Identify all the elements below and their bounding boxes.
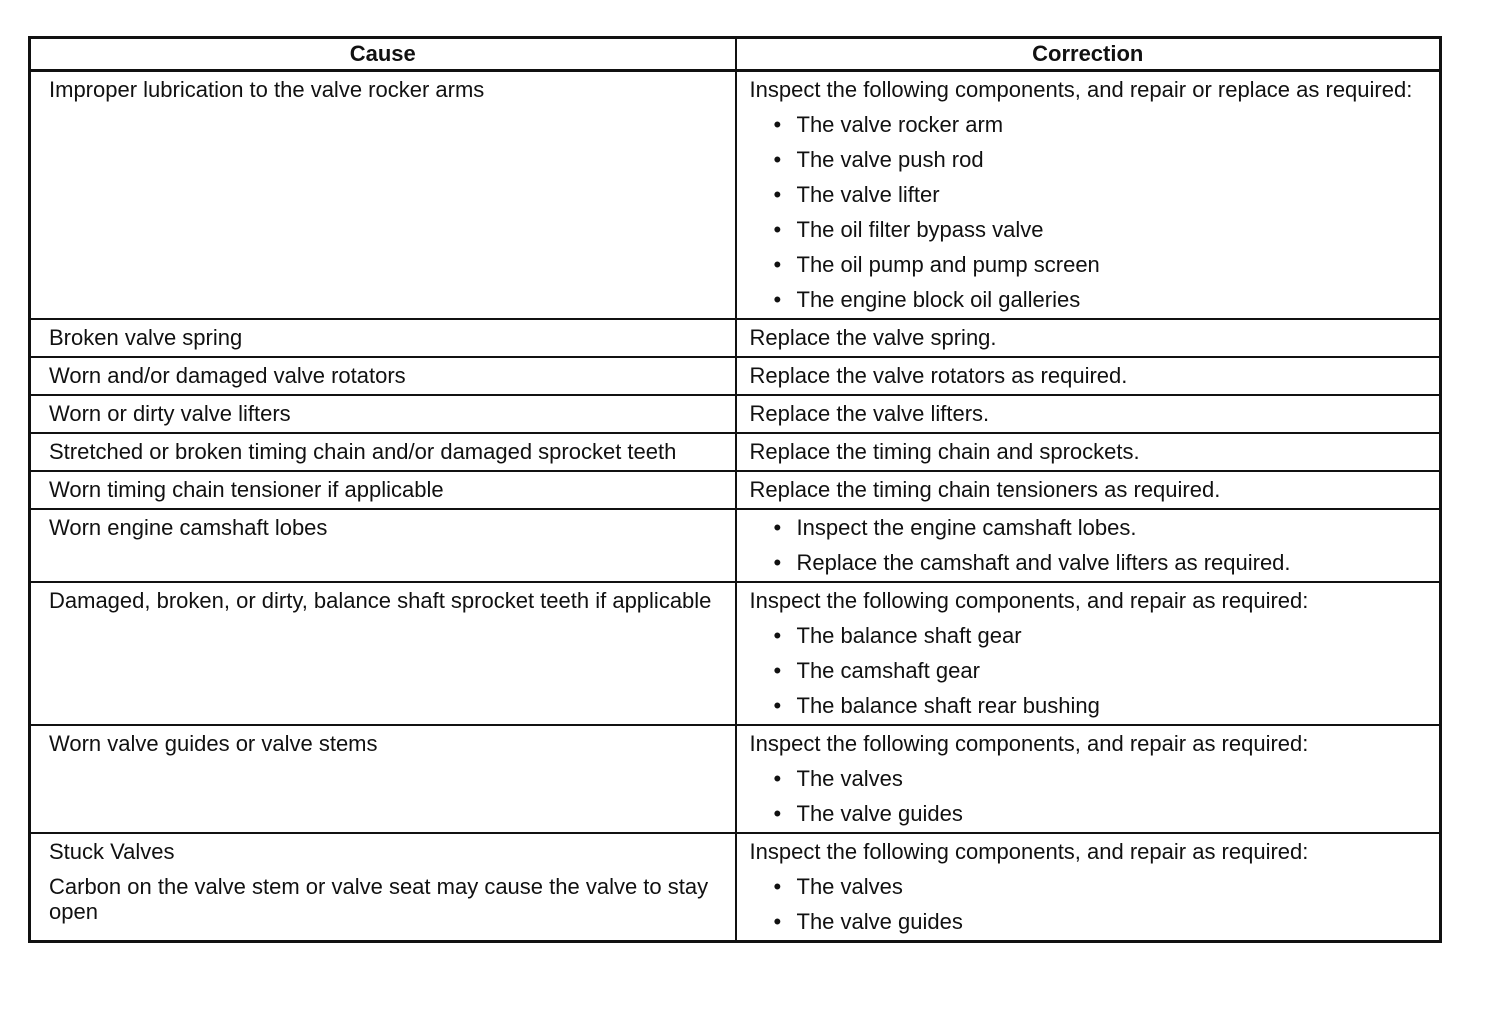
bullet-text: Replace the camshaft and valve lifters as required. [796, 550, 1291, 575]
correction-cell [736, 71, 1441, 320]
cause-cell [30, 725, 736, 833]
cause-text: Worn timing chain tensioner if applicable [49, 477, 444, 502]
correction-text: Inspect the following components, and repair as required: [749, 731, 1309, 756]
correction-bullet-list [750, 112, 1426, 312]
correction-bullet-item [750, 182, 1426, 207]
correction-column-header: Correction [736, 38, 1441, 71]
correction-bullet-item [750, 693, 1426, 718]
header-row [30, 38, 1441, 71]
bullet-text: The balance shaft rear bushing [796, 693, 1100, 718]
cause-cell [30, 395, 736, 433]
bullet-text: The valve guides [796, 909, 963, 934]
bullet-icon: • [773, 801, 782, 826]
bullet-icon: • [773, 693, 782, 718]
table-row [30, 319, 1441, 357]
table-row [30, 71, 1441, 320]
table-row [30, 395, 1441, 433]
correction-text: Replace the valve spring. [749, 325, 997, 350]
correction-cell [736, 357, 1441, 395]
bullet-text: The valve lifter [796, 182, 940, 207]
correction-bullet-item [750, 623, 1426, 648]
cause-text: Worn engine camshaft lobes [49, 515, 328, 540]
bullet-text: The valve rocker arm [796, 112, 1004, 137]
table-row [30, 357, 1441, 395]
table-row [30, 433, 1441, 471]
cause-cell [30, 509, 736, 582]
bullet-text: The camshaft gear [796, 658, 980, 683]
bullet-icon: • [773, 287, 782, 312]
bullet-icon: • [773, 112, 782, 137]
bullet-text: The valves [796, 874, 903, 899]
table-body [30, 71, 1441, 942]
correction-cell [736, 471, 1441, 509]
correction-text: Inspect the following components, and repair or replace as required: [749, 77, 1413, 102]
correction-text: Replace the valve lifters. [749, 401, 990, 426]
correction-text: Replace the timing chain tensioners as required. [749, 477, 1221, 502]
cause-cell [30, 71, 736, 320]
bullet-icon: • [773, 550, 782, 575]
correction-bullet-item [750, 147, 1426, 172]
bullet-icon: • [773, 252, 782, 277]
table-row [30, 833, 1441, 942]
bullet-text: The oil filter bypass valve [796, 217, 1044, 242]
bullet-icon: • [773, 515, 782, 540]
cause-text: Carbon on the valve stem or valve seat may cause the valve to stay open [49, 874, 709, 924]
table-row [30, 471, 1441, 509]
correction-cell [736, 509, 1441, 582]
cause-column-header: Cause [30, 38, 736, 71]
bullet-icon: • [773, 874, 782, 899]
correction-bullet-item [750, 658, 1426, 683]
correction-bullet-item [750, 801, 1426, 826]
correction-text: Replace the valve rotators as required. [749, 363, 1128, 388]
cause-text: Damaged, broken, or dirty, balance shaft sprocket teeth if applicable [49, 588, 712, 613]
bullet-icon: • [773, 658, 782, 683]
bullet-icon: • [773, 623, 782, 648]
cause-cell [30, 471, 736, 509]
bullet-text: The valve push rod [796, 147, 984, 172]
correction-cell [736, 319, 1441, 357]
cause-cell [30, 433, 736, 471]
table-row [30, 509, 1441, 582]
correction-cell [736, 433, 1441, 471]
cause-text: Broken valve spring [49, 325, 243, 350]
correction-bullet-item [750, 766, 1426, 791]
bullet-text: The valves [796, 766, 903, 791]
bullet-text: Inspect the engine camshaft lobes. [796, 515, 1137, 540]
correction-cell [736, 582, 1441, 725]
correction-bullet-item [750, 217, 1426, 242]
correction-bullet-item [750, 909, 1426, 934]
bullet-text: The balance shaft gear [796, 623, 1022, 648]
cause-text: Improper lubrication to the valve rocker arms [49, 77, 485, 102]
correction-bullet-list [750, 766, 1426, 826]
correction-cell [736, 395, 1441, 433]
cause-text: Worn or dirty valve lifters [49, 401, 291, 426]
cause-cell [30, 319, 736, 357]
bullet-icon: • [773, 182, 782, 207]
correction-bullet-item [750, 515, 1426, 540]
bullet-icon: • [773, 147, 782, 172]
cause-cell [30, 357, 736, 395]
correction-bullet-item [750, 550, 1426, 575]
bullet-icon: • [773, 909, 782, 934]
cause-text: Worn valve guides or valve stems [49, 731, 378, 756]
correction-text: Replace the timing chain and sprockets. [749, 439, 1140, 464]
correction-bullet-item [750, 287, 1426, 312]
correction-cell [736, 725, 1441, 833]
table-row [30, 725, 1441, 833]
correction-bullet-list [750, 874, 1426, 934]
cause-text: Stuck Valves [49, 839, 175, 864]
correction-bullet-item [750, 874, 1426, 899]
correction-text: Inspect the following components, and repair as required: [749, 588, 1309, 613]
bullet-icon: • [773, 217, 782, 242]
bullet-icon: • [773, 766, 782, 791]
correction-text: Inspect the following components, and repair as required: [749, 839, 1309, 864]
correction-bullet-list [750, 623, 1426, 718]
cause-text: Stretched or broken timing chain and/or damaged sprocket teeth [49, 439, 677, 464]
bullet-text: The engine block oil galleries [796, 287, 1081, 312]
correction-cell [736, 833, 1441, 942]
table-row [30, 582, 1441, 725]
bullet-text: The valve guides [796, 801, 963, 826]
cause-text: Worn and/or damaged valve rotators [49, 363, 406, 388]
cause-cell [30, 833, 736, 942]
diagnosis-table [28, 36, 1442, 943]
correction-bullet-item [750, 252, 1426, 277]
correction-bullet-list [750, 515, 1426, 575]
correction-bullet-item [750, 112, 1426, 137]
cause-cell [30, 582, 736, 725]
bullet-text: The oil pump and pump screen [796, 252, 1100, 277]
